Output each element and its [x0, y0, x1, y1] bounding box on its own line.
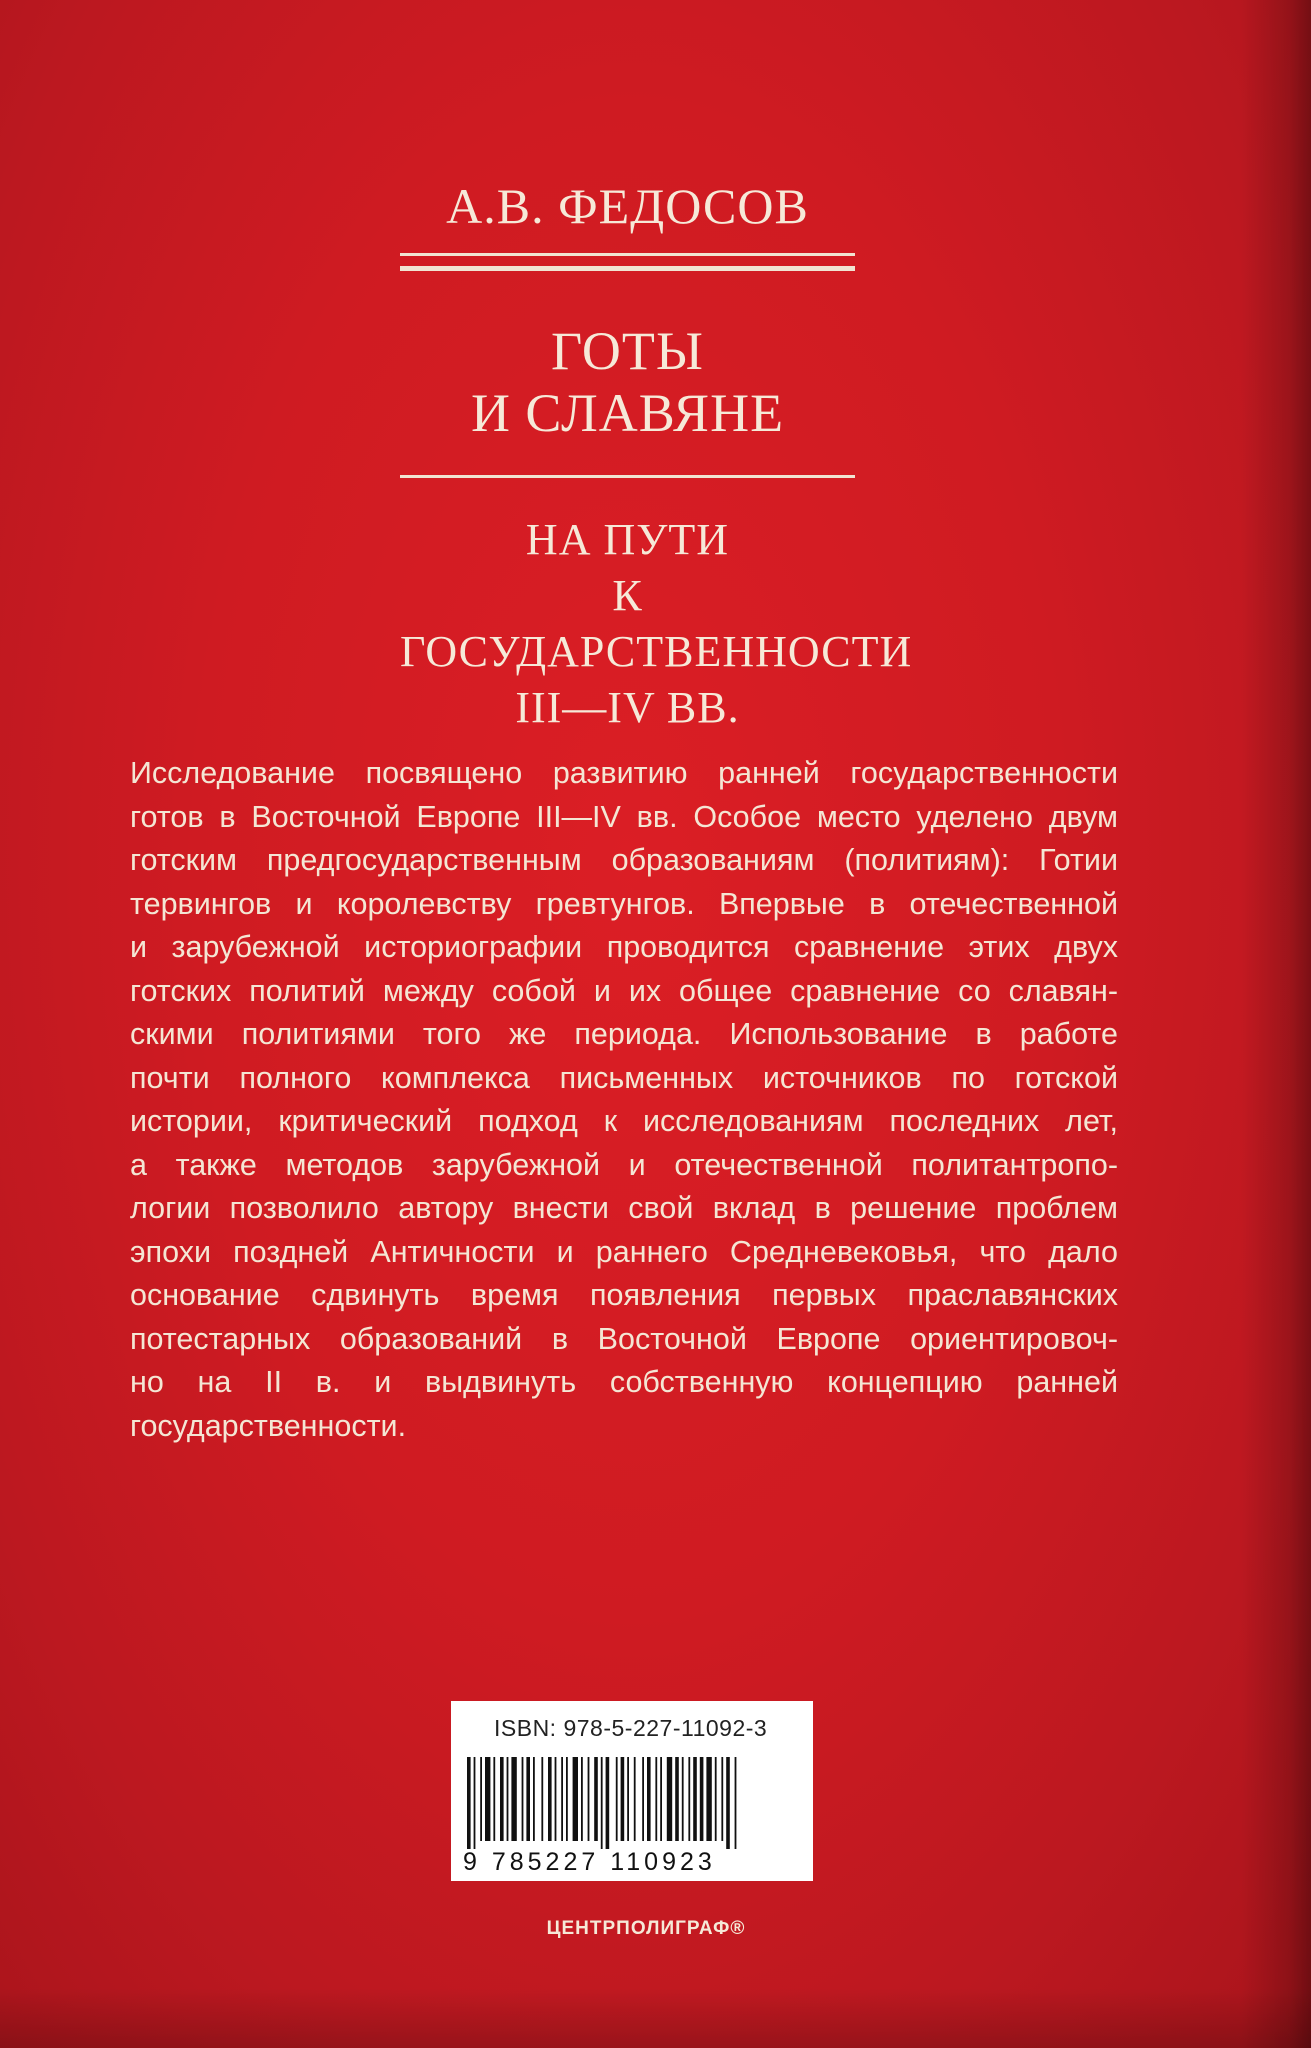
barcode-bar	[693, 1757, 697, 1841]
barcode-bar	[533, 1757, 535, 1841]
barcode-bar	[647, 1757, 651, 1841]
barcode-bar	[621, 1757, 625, 1841]
annotation-line: эпохи поздней Античности и раннего Средневековья, что дало	[130, 1234, 1118, 1269]
barcode-bar	[660, 1757, 662, 1841]
annotation-line: готских политий между собой и их общее сравнение со славян-	[130, 973, 1118, 1008]
isbn-number: ISBN: 978-5-227-11092-3	[494, 1715, 768, 1741]
book-subtitle	[400, 512, 913, 736]
barcode-bar	[706, 1757, 711, 1841]
barcode-bar	[735, 1757, 737, 1849]
barcode-bar	[634, 1757, 636, 1841]
barcode-bar	[726, 1757, 730, 1849]
annotation-line: истории, критический подход к исследованиям последних лет,	[130, 1104, 1118, 1138]
barcode-bar	[541, 1757, 543, 1841]
barcode-bar	[721, 1757, 723, 1841]
annotation-line: скими политиями того же периода. Использование в работе	[130, 1017, 1118, 1051]
barcode-bar	[594, 1757, 598, 1841]
barcode-bar	[715, 1757, 717, 1841]
barcode-bar	[627, 1757, 629, 1841]
barcode-bar	[700, 1757, 704, 1841]
divider-title	[400, 475, 855, 478]
barcode-bar	[682, 1757, 684, 1841]
barcode-bar	[688, 1757, 690, 1841]
divider-thin	[400, 253, 855, 256]
bottom-shadow	[0, 1988, 1311, 2048]
divider-thick	[400, 266, 855, 271]
title-line: ГОТЫ	[551, 321, 704, 381]
barcode-bar	[480, 1757, 482, 1841]
annotation-line: логии позволило автору внести свой вклад в решение проблем	[130, 1191, 1118, 1225]
barcode-bar	[485, 1757, 490, 1841]
author-name: А.В. ФЕДОСОВ	[446, 178, 809, 234]
barcode-bar	[588, 1757, 590, 1841]
isbn-barcode-label	[451, 1701, 813, 1881]
barcode-bar	[561, 1757, 563, 1841]
barcode-bar	[581, 1757, 583, 1841]
barcode-bar	[606, 1757, 610, 1849]
annotation-line: тервингов и королевству гревтунгов. Впервые в отечественной	[130, 886, 1118, 921]
barcode-bar	[500, 1757, 504, 1841]
barcode-bar	[655, 1757, 657, 1841]
barcode-bar	[555, 1757, 557, 1841]
barcode-bar	[642, 1757, 644, 1841]
barcode-bar	[573, 1757, 578, 1841]
annotation-line: но на II в. и выдвинуть собственную концепцию ранней	[130, 1365, 1118, 1399]
book-annotation	[130, 752, 1118, 1448]
annotation-line: государственности.	[130, 1408, 407, 1443]
subtitle-line: НА ПУТИ	[525, 515, 730, 564]
barcode-bar	[467, 1757, 471, 1849]
title-line: И СЛАВЯНЕ	[470, 383, 785, 443]
barcode-bar	[526, 1757, 530, 1841]
barcode-icon	[463, 1757, 803, 1849]
annotation-line: готским предгосударственным образованиям (политиям): Готии	[130, 843, 1118, 877]
barcode-bar	[493, 1757, 495, 1841]
annotation-line: а также методов зарубежной и отечественной политантропо-	[130, 1147, 1118, 1182]
barcode-bar	[507, 1757, 509, 1841]
annotation-line: потестарных образований в Восточной Европе ориентировоч-	[130, 1321, 1118, 1356]
barcode-bar	[511, 1757, 516, 1841]
annotation-line: и зарубежной историографии проводится сравнение этих двух	[130, 930, 1118, 964]
barcode-bar	[601, 1757, 603, 1849]
annotation-line: Исследование посвящено развитию ранней государственности	[130, 756, 1118, 790]
subtitle-line: К ГОСУДАРСТВЕННОСТИ	[400, 571, 913, 676]
annotation-line: готов в Восточной Европе III—IV вв. Особое место уделено двум	[130, 799, 1118, 834]
barcode-bar	[616, 1757, 618, 1841]
barcode-bar	[675, 1757, 679, 1841]
barcode-bar	[548, 1757, 552, 1841]
barcode-bar	[474, 1757, 476, 1849]
barcode-bar	[522, 1757, 524, 1841]
annotation-line: основание сдвинуть время появления первых праславянских	[130, 1278, 1118, 1312]
spine-shadow	[1241, 0, 1311, 2048]
annotation-line: почти полного комплекса письменных источников по готской	[130, 1060, 1118, 1095]
barcode-digits: 9 785227 110923	[463, 1848, 716, 1876]
barcode-bar	[566, 1757, 568, 1841]
book-title	[400, 320, 855, 444]
publisher-logo: ЦЕНТРПОЛИГРАФ®	[546, 1918, 746, 1939]
barcode-bar	[667, 1757, 672, 1841]
subtitle-line: III—IV ВВ.	[515, 683, 740, 732]
